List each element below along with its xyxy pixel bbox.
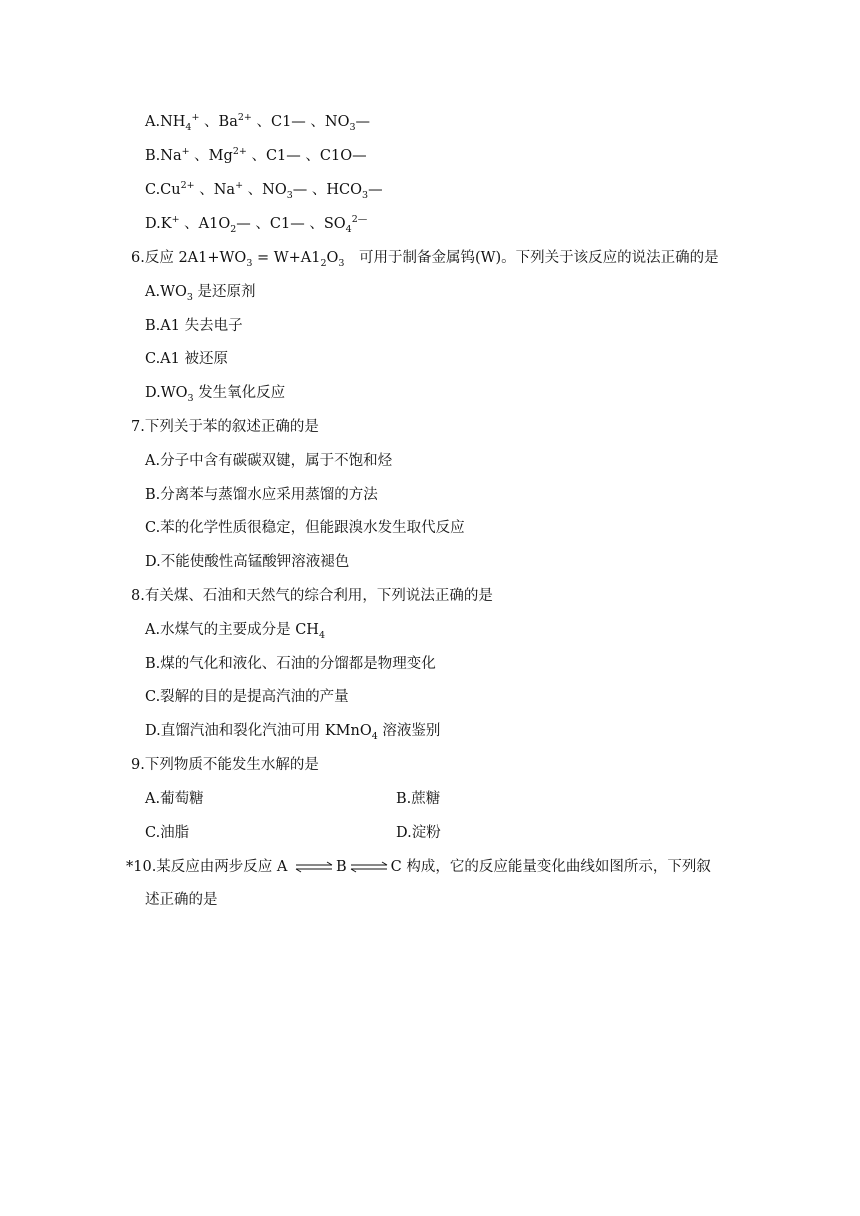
q6-option-b: B.A1 失去电子: [145, 318, 243, 334]
q9-option-c: C.油脂: [145, 825, 190, 841]
q9-option-a: A.葡萄糖: [145, 791, 204, 807]
equilibrium-arrow-icon: [294, 861, 334, 873]
q10-stem-line2: 述正确的是: [145, 892, 218, 908]
q5-option-c: $C.Cu^{2+}$ 、Na+ 、$NO_3—$ 、$HCO_3—$: [145, 180, 383, 201]
q5-option-b: B.Na+ 、$Mg^{2+}$ 、C1— 、C1O—: [145, 146, 367, 164]
q7-option-a: A.分子中含有碳碳双键，属于不饱和烃: [145, 453, 393, 469]
q8-option-c: C.裂解的目的是提高汽油的产量: [145, 689, 349, 705]
equilibrium-arrow-icon: [349, 861, 389, 873]
q9-option-b: B.蔗糖: [396, 791, 441, 807]
q8-option-d: D.直馏汽油和裂化汽油可用 KMnO$_4$ 溶液鉴别: [145, 723, 441, 742]
q6-option-a: $A.WO_3$ 是还原剂: [145, 284, 256, 303]
q8-option-a: A.水煤气的主要成分是 $CH_4$: [145, 622, 325, 641]
q6-option-c: C.A1 被还原: [145, 351, 228, 367]
q8-option-b: B.煤的气化和液化、石油的分馏都是物理变化: [145, 656, 436, 672]
q5-option-d: D.K+ 、$A1O_2—$ 、C1— 、$SO_4^{2—}$: [145, 214, 368, 235]
q7-option-d: D.不能使酸性高锰酸钾溶液褪色: [145, 554, 350, 570]
q9-stem: 9.下列物质不能发生水解的是: [131, 757, 319, 773]
q7-stem: 7.下列关于苯的叙述正确的是: [131, 419, 319, 435]
q9-option-d: D.淀粉: [396, 825, 441, 841]
q6-stem: 6.反应 $2A1+WO_3 = W+A1_2O_3$ 可用于制备金属钨(W)。下列关于该反应的说法正确的是: [131, 250, 719, 269]
q7-option-b: B.分离苯与蒸馏水应采用蒸馏的方法: [145, 487, 378, 503]
q5-option-a: $A.NH_4^+$ 、$Ba^{2+}$ 、C1— 、$NO_3—$: [145, 112, 371, 133]
q10-stem-line1: *10.某反应由两步反应 A B C 构成，它的反应能量变化曲线如图所示，下列叙: [126, 859, 711, 875]
q6-option-d: $D.WO_3$ 发生氧化反应: [145, 385, 286, 404]
q7-option-c: C.苯的化学性质很稳定，但能跟溴水发生取代反应: [145, 520, 465, 536]
q8-stem: 8.有关煤、石油和天然气的综合利用，下列说法正确的是: [131, 588, 493, 604]
